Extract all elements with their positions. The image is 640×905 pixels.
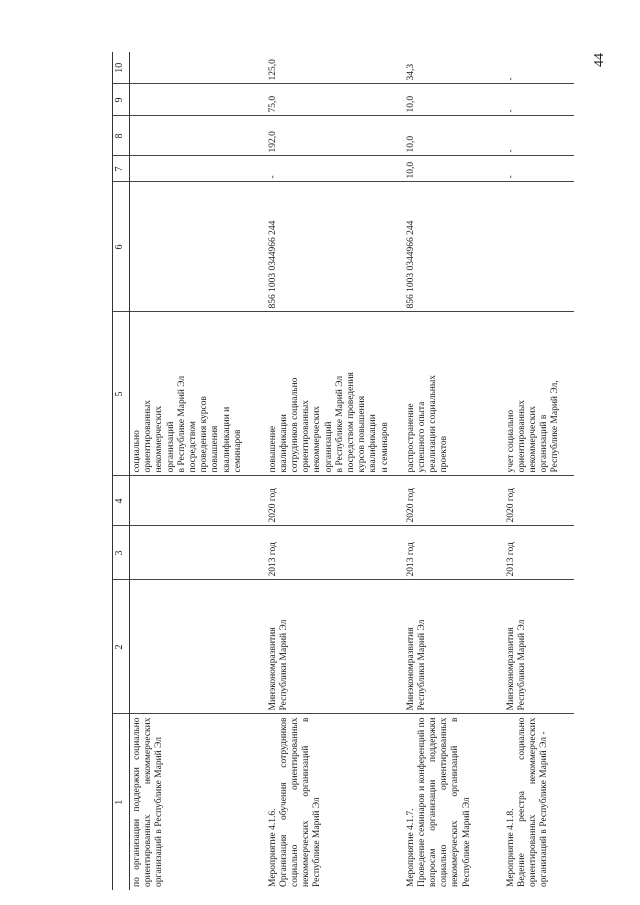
budget-classification-code [130,182,266,312]
col-header: 2 [113,580,130,714]
col-header: 4 [113,476,130,526]
col-header: 6 [113,182,130,312]
col-header: 8 [113,116,130,156]
start-year: 2013 год [404,526,504,580]
budget-classification-code [504,182,574,312]
responsible-executor [130,580,266,714]
end-year: 2020 год [504,476,574,526]
page-number: 44 [592,53,607,67]
value-col8: 10,0 [404,116,504,156]
expected-result: учет социально ориентированных некоммерческих организаций в Республике Марий Эл, [504,312,574,476]
value-col8 [130,116,266,156]
program-table [112,52,574,890]
end-year: 2020 год [404,476,504,526]
table-row [266,52,404,890]
value-col7: 10,0 [404,156,504,182]
end-year: 2020 год [266,476,404,526]
value-col7: - [266,156,404,182]
activity-description: Мероприятие 4.1.8. Ведение реестра социально ориентированных некоммерческих организаций в Республике Марий Эл - [505,717,550,887]
responsible-executor: Минэкономразвития Республики Марий Эл [504,580,574,714]
value-col10: 34,3 [404,52,504,84]
table-row [130,52,266,890]
value-col9: 10,0 [404,84,504,116]
responsible-executor: Минэкономразвития Республики Марий Эл [404,580,504,714]
table-row [404,52,504,890]
end-year [130,476,266,526]
value-col7 [130,156,266,182]
activity-description: по организации поддержки социально ориентированных некоммерческих организаций в Республике Марий Эл [132,717,165,887]
table-row [504,52,574,890]
value-col10: 125,0 [266,52,404,84]
activity-description: Мероприятие 4.1.6. Организация обучения сотрудников социально ориентированных некоммерческих организаций в Республике Марий Эл [267,717,323,887]
col-header: 1 [113,714,130,890]
value-col9: 75,0 [266,84,404,116]
col-header: 9 [113,84,130,116]
responsible-executor: Минэкономразвития Республики Марий Эл [266,580,404,714]
expected-result: распространение успешного опыта реализации социальных проектов [404,312,504,476]
column-number-header [113,52,130,890]
rotated-table-sheet [112,52,561,890]
budget-classification-code: 856 1003 0344966 244 [404,182,504,312]
value-col8: 192,0 [266,116,404,156]
expected-result: социально ориентированных некоммерческих организаций в Республике Марий Эл посредством проведения курсов повышения квалификации и семинаров [130,312,266,476]
value-col10 [130,52,266,84]
col-header: 5 [113,312,130,476]
start-year: 2013 год [504,526,574,580]
start-year: 2013 год [266,526,404,580]
value-col8: - [504,116,574,156]
start-year [130,526,266,580]
value-col7: - [504,156,574,182]
col-header: 10 [113,52,130,84]
budget-classification-code: 856 1003 0344966 244 [266,182,404,312]
expected-result: повышение квалификации сотрудников социально ориентированных некоммерческих организаций в Республике Марий Эл посредством проведения курсов повышения квалификации и семинаров [266,312,404,476]
col-header: 7 [113,156,130,182]
value-col9 [130,84,266,116]
value-col10: - [504,52,574,84]
col-header: 3 [113,526,130,580]
value-col9: - [504,84,574,116]
activity-description: Мероприятие 4.1.7. Проведение семинаров и конференций по вопросам организации поддержки социально ориентированных некоммерческих организаций в Республике Марий Эл [405,717,472,887]
